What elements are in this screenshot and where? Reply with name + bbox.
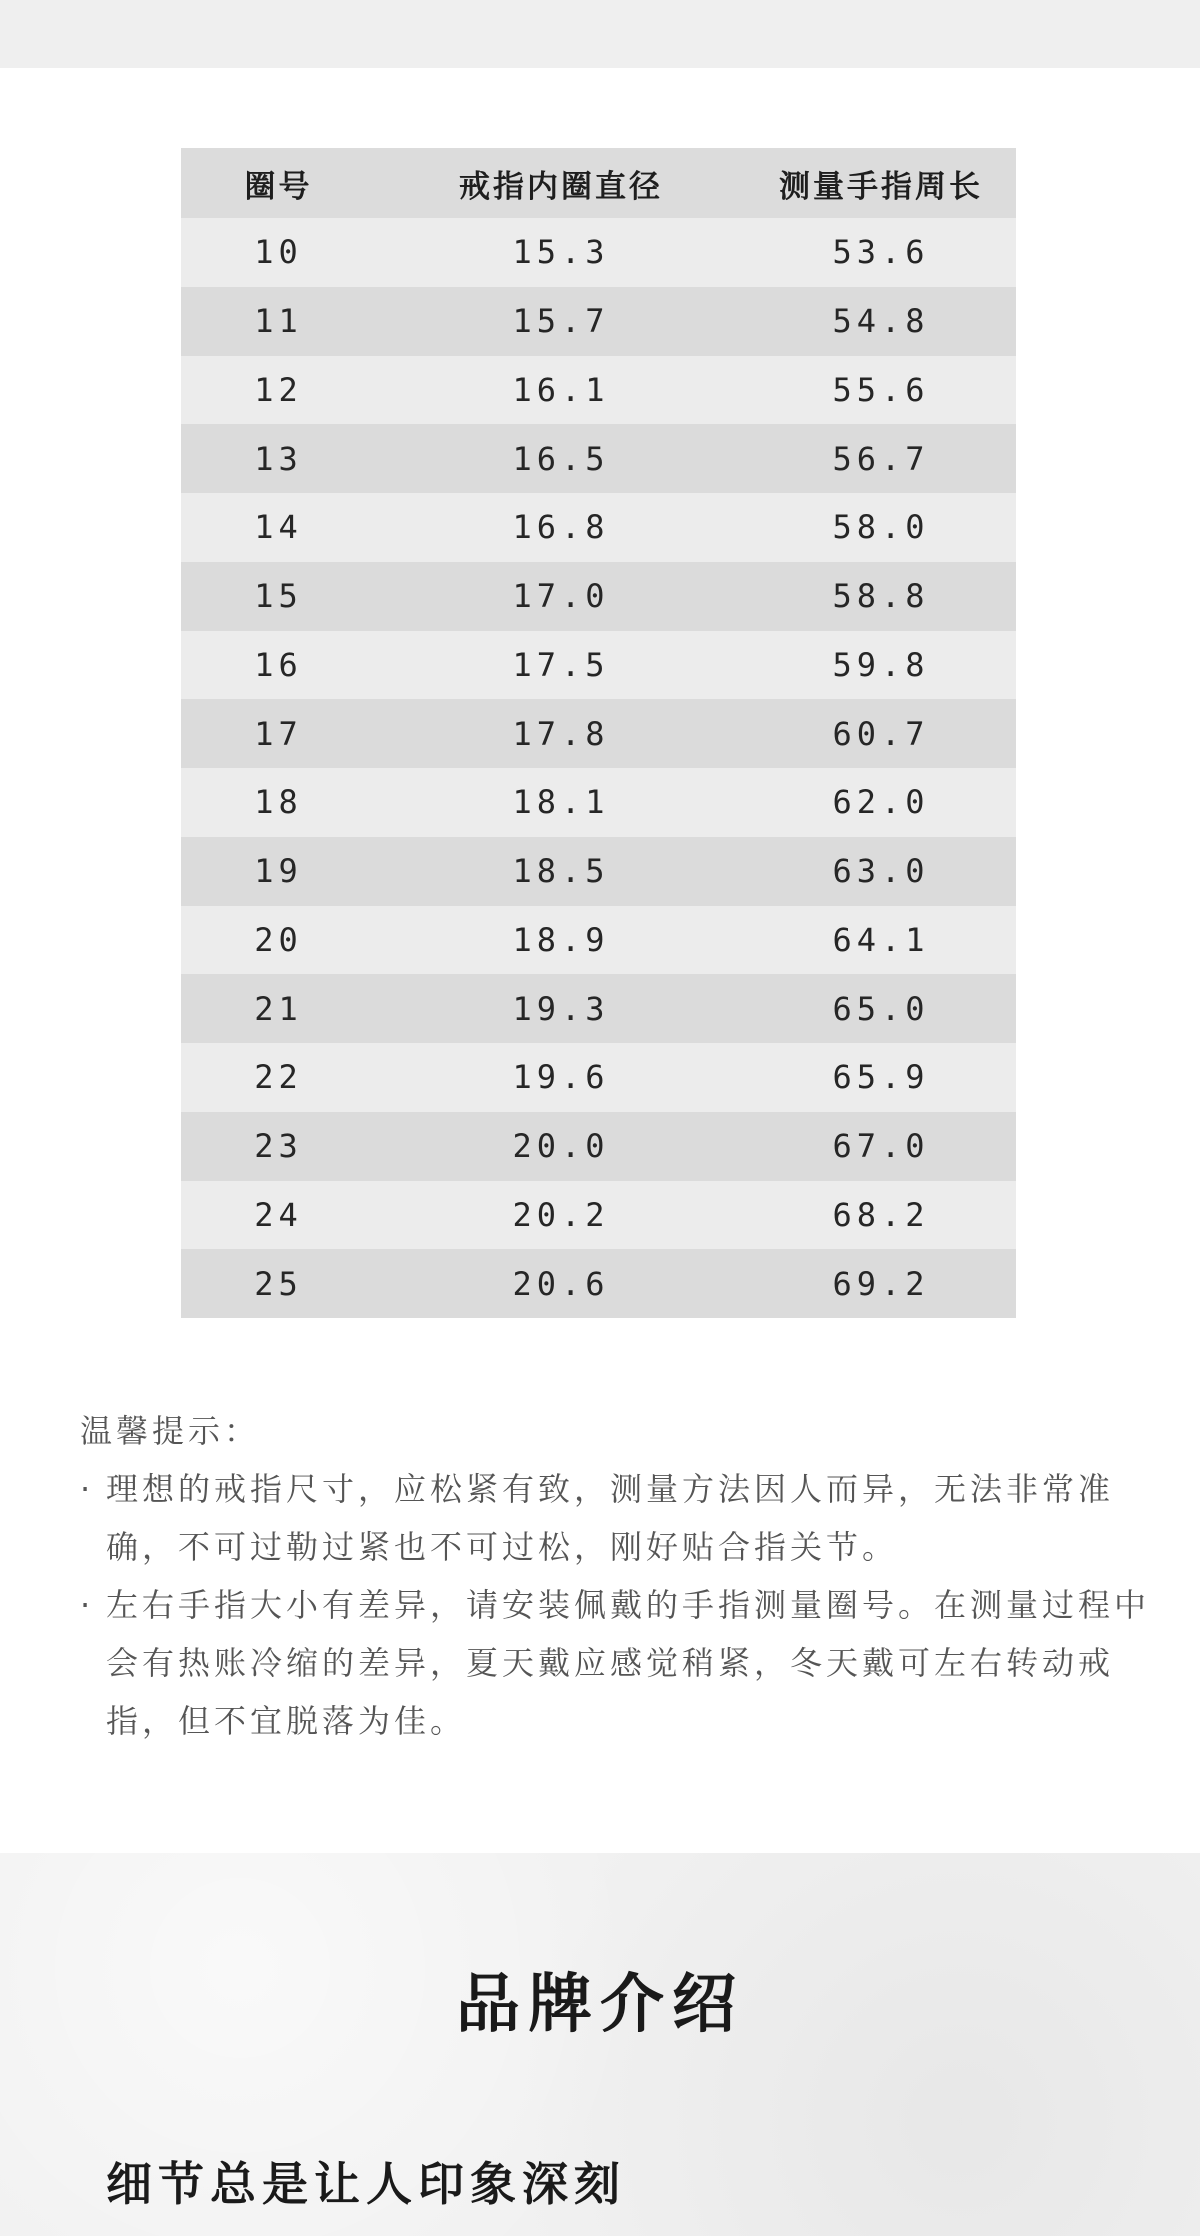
tip-text: 理想的戒指尺寸，应松紧有致，测量方法因人而异，无法非常准确，不可过勒过紧也不可过松，刚好贴合指关节。 bbox=[106, 1470, 1115, 1566]
cell-finger-circumference: 56.7 bbox=[832, 439, 930, 478]
cell-finger-circumference: 65.9 bbox=[832, 1058, 930, 1097]
cell-finger-circumference: 68.2 bbox=[832, 1195, 930, 1234]
cell-finger-circumference: 62.0 bbox=[832, 783, 930, 822]
table-row bbox=[181, 1249, 1016, 1318]
cell-ring-number: 16 bbox=[254, 645, 303, 684]
cell-ring-number: 15 bbox=[254, 577, 303, 616]
cell-inner-diameter: 19.3 bbox=[512, 989, 610, 1028]
top-band bbox=[0, 0, 1200, 68]
cell-finger-circumference: 63.0 bbox=[832, 852, 930, 891]
cell-finger-circumference: 69.2 bbox=[832, 1264, 930, 1303]
cell-ring-number: 23 bbox=[254, 1127, 303, 1166]
cell-finger-circumference: 58.0 bbox=[832, 508, 930, 547]
brand-title: 品牌介绍 bbox=[456, 1967, 744, 2042]
tips-title: 温馨提示： bbox=[80, 1412, 261, 1450]
cell-ring-number: 20 bbox=[254, 920, 303, 959]
tip-item bbox=[80, 1576, 1160, 1750]
cell-ring-number: 11 bbox=[254, 302, 303, 341]
table-row bbox=[181, 974, 1016, 1043]
tip-bullet: · bbox=[80, 1586, 95, 1624]
cell-inner-diameter: 17.5 bbox=[512, 645, 610, 684]
cell-finger-circumference: 53.6 bbox=[832, 233, 930, 272]
table-row bbox=[181, 699, 1016, 768]
cell-inner-diameter: 17.0 bbox=[512, 577, 610, 616]
cell-inner-diameter: 20.2 bbox=[512, 1195, 610, 1234]
cell-inner-diameter: 15.3 bbox=[512, 233, 610, 272]
table-row bbox=[181, 356, 1016, 425]
tip-text: 左右手指大小有差异，请安装佩戴的手指测量圈号。在测量过程中会有热账冷缩的差异，夏天戴应感觉稍紧，冬天戴可左右转动戒指，但不宜脱落为佳。 bbox=[106, 1586, 1151, 1740]
cell-inner-diameter: 17.8 bbox=[512, 714, 610, 753]
cell-finger-circumference: 55.6 bbox=[832, 370, 930, 409]
cell-inner-diameter: 18.9 bbox=[512, 920, 610, 959]
cell-ring-number: 18 bbox=[254, 783, 303, 822]
table-row bbox=[181, 424, 1016, 493]
cell-finger-circumference: 60.7 bbox=[832, 714, 930, 753]
cell-ring-number: 22 bbox=[254, 1058, 303, 1097]
brand-subtitle: 细节总是让人印象深刻 bbox=[106, 2157, 626, 2211]
cell-ring-number: 21 bbox=[254, 989, 303, 1028]
table-row bbox=[181, 218, 1016, 287]
tips-section bbox=[80, 1402, 1160, 1750]
header-ring-number: 圈号 bbox=[244, 168, 313, 205]
table-row bbox=[181, 768, 1016, 837]
header-inner-diameter: 戒指内圈直径 bbox=[459, 168, 663, 205]
table-header-row bbox=[181, 148, 1016, 218]
table-row bbox=[181, 287, 1016, 356]
cell-inner-diameter: 16.8 bbox=[512, 508, 610, 547]
cell-ring-number: 24 bbox=[254, 1195, 303, 1234]
cell-ring-number: 13 bbox=[254, 439, 303, 478]
cell-inner-diameter: 16.5 bbox=[512, 439, 610, 478]
cell-ring-number: 10 bbox=[254, 233, 303, 272]
cell-finger-circumference: 64.1 bbox=[832, 920, 930, 959]
cell-inner-diameter: 18.5 bbox=[512, 852, 610, 891]
cell-ring-number: 25 bbox=[254, 1264, 303, 1303]
cell-inner-diameter: 20.6 bbox=[512, 1264, 610, 1303]
cell-ring-number: 14 bbox=[254, 508, 303, 547]
cell-finger-circumference: 67.0 bbox=[832, 1127, 930, 1166]
cell-ring-number: 12 bbox=[254, 370, 303, 409]
cell-finger-circumference: 59.8 bbox=[832, 645, 930, 684]
table-row bbox=[181, 493, 1016, 562]
table-row bbox=[181, 562, 1016, 631]
cell-inner-diameter: 19.6 bbox=[512, 1058, 610, 1097]
cell-finger-circumference: 54.8 bbox=[832, 302, 930, 341]
header-finger-circumference: 测量手指周长 bbox=[779, 168, 983, 205]
cell-inner-diameter: 16.1 bbox=[512, 370, 610, 409]
tip-item bbox=[80, 1460, 1160, 1576]
table-row bbox=[181, 1181, 1016, 1250]
cell-finger-circumference: 65.0 bbox=[832, 989, 930, 1028]
table-row bbox=[181, 1043, 1016, 1112]
cell-finger-circumference: 58.8 bbox=[832, 577, 930, 616]
cell-ring-number: 17 bbox=[254, 714, 303, 753]
cell-ring-number: 19 bbox=[254, 852, 303, 891]
table-row bbox=[181, 631, 1016, 700]
cell-inner-diameter: 15.7 bbox=[512, 302, 610, 341]
brand-section bbox=[0, 1853, 1200, 2236]
table-row bbox=[181, 837, 1016, 906]
cell-inner-diameter: 18.1 bbox=[512, 783, 610, 822]
tip-bullet: · bbox=[80, 1470, 95, 1508]
table-row bbox=[181, 906, 1016, 975]
cell-inner-diameter: 20.0 bbox=[512, 1127, 610, 1166]
table-row bbox=[181, 1112, 1016, 1181]
ring-size-table bbox=[181, 148, 1016, 1318]
